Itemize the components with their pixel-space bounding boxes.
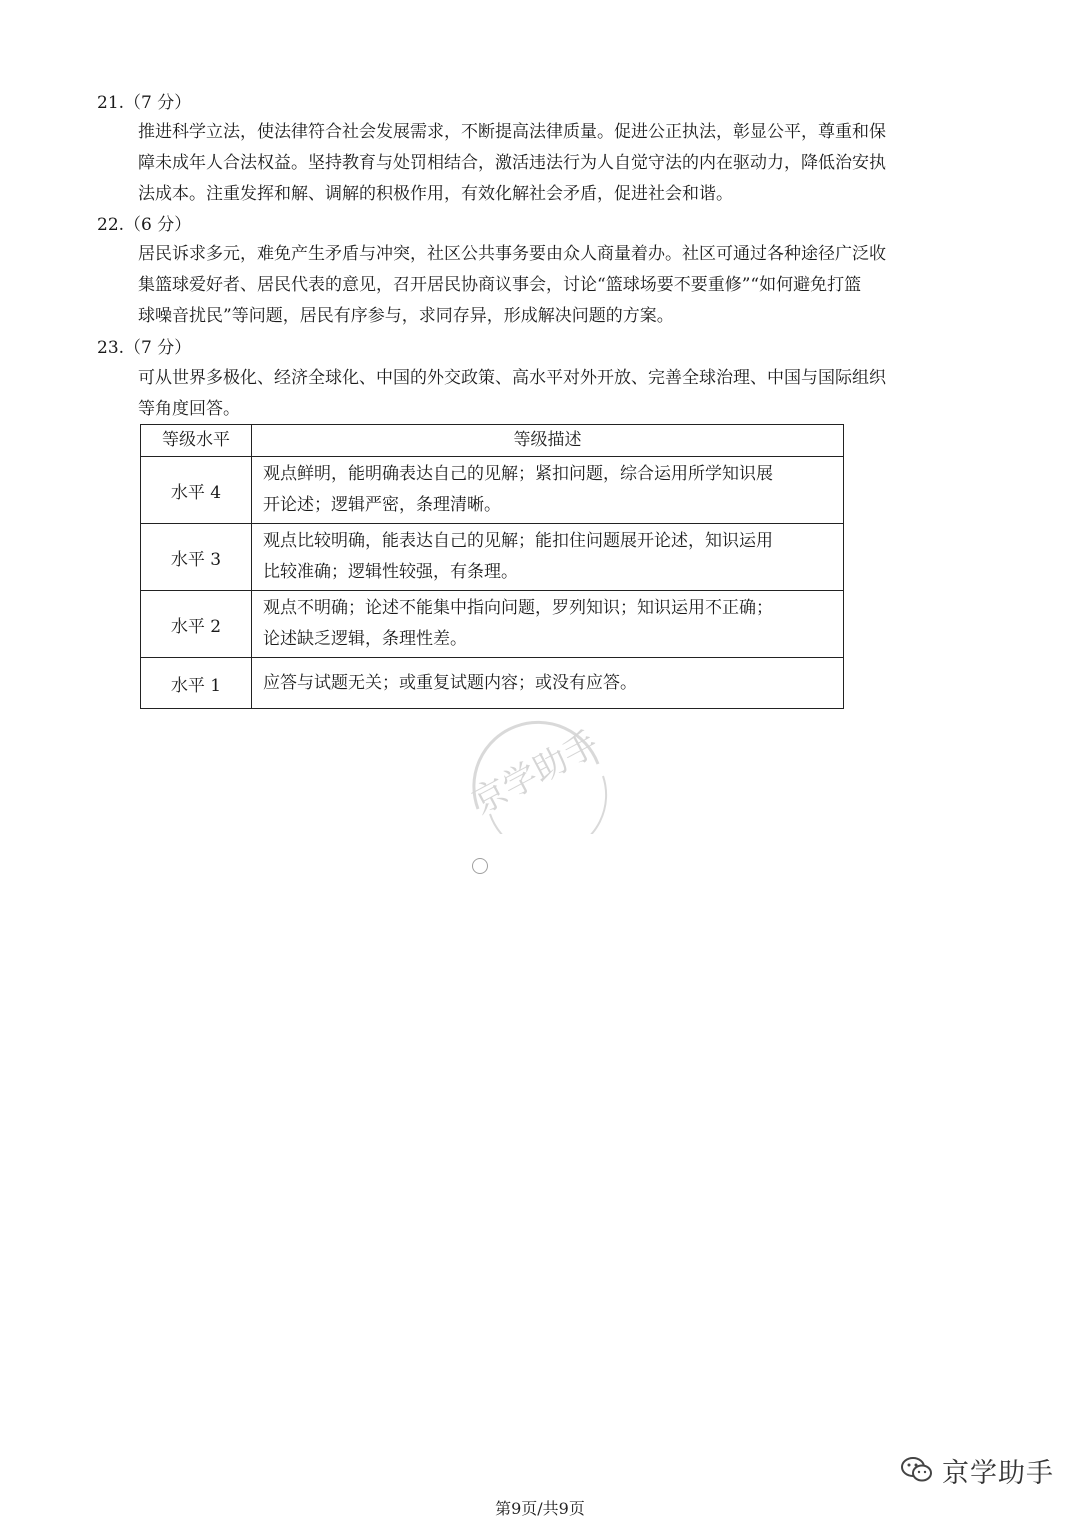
table-header-level: 等级水平 [141, 425, 252, 457]
level-cell: 水平 2 [141, 591, 252, 658]
table-row [141, 457, 844, 524]
description-line: 比较准确；逻辑性较强，有条理。 [263, 562, 518, 582]
description-cell [252, 457, 844, 524]
answer-line: 推进科学立法，使法律符合社会发展需求，不断提高法律质量。促进公正执法，彰显公平，尊重和保 [138, 122, 886, 142]
wechat-icon [900, 1455, 934, 1485]
description-line: 观点不明确；论述不能集中指向问题，罗列知识；知识运用不正确； [263, 598, 773, 618]
table-row [141, 658, 844, 709]
answer-line: 居民诉求多元，难免产生矛盾与冲突，社区公共事务要由众人商量着办。社区可通过各种途径广泛收 [138, 244, 886, 264]
description-line: 应答与试题无关；或重复试题内容；或没有应答。 [263, 672, 637, 693]
question-23-number: 23.（7 分） [97, 338, 192, 358]
description-line: 观点鲜明，能明确表达自己的见解；紧扣问题，综合运用所学知识展 [263, 464, 773, 484]
table-row [141, 524, 844, 591]
description-cell [252, 658, 844, 709]
answer-line: 等角度回答。 [138, 399, 240, 419]
watermark-seal [448, 704, 618, 834]
answer-line: 法成本。注重发挥和解、调解的积极作用，有效化解社会矛盾，促进社会和谐。 [138, 184, 733, 204]
level-cell: 水平 1 [141, 658, 252, 709]
question-23-answer [138, 363, 984, 425]
answer-line: 球噪音扰民”等问题，居民有序参与，求同存异，形成解决问题的方案。 [138, 306, 674, 326]
question-22-number: 22.（6 分） [97, 215, 192, 235]
description-line: 开论述；逻辑严密，条理清晰。 [263, 495, 501, 515]
grading-table [140, 424, 844, 709]
answer-line: 集篮球爱好者、居民代表的意见，召开居民协商议事会，讨论“篮球场要不要重修”“如何避免打篮 [138, 275, 862, 295]
level-cell: 水平 3 [141, 524, 252, 591]
table-header-description: 等级描述 [252, 425, 844, 457]
watermark-text: 京学助手 [466, 723, 605, 823]
page-number: 第9页/共9页 [495, 1499, 585, 1518]
brand-mark [900, 1450, 1054, 1490]
circle-mark-icon [472, 858, 488, 874]
answer-line: 障未成年人合法权益。坚持教育与处罚相结合，激活违法行为人自觉守法的内在驱动力，降低治安执 [138, 153, 886, 173]
description-line: 论述缺乏逻辑，条理性差。 [263, 629, 467, 649]
table-row [141, 591, 844, 658]
question-21-answer [138, 117, 984, 210]
description-cell [252, 591, 844, 658]
brand-name: 京学助手 [942, 1457, 1054, 1489]
question-22-answer [138, 239, 984, 332]
description-line: 观点比较明确，能表达自己的见解；能扣住问题展开论述，知识运用 [263, 531, 773, 551]
description-cell [252, 524, 844, 591]
answer-line: 可从世界多极化、经济全球化、中国的外交政策、高水平对外开放、完善全球治理、中国与国际组织 [138, 368, 886, 388]
question-21-number: 21.（7 分） [97, 93, 192, 113]
level-cell: 水平 4 [141, 457, 252, 524]
